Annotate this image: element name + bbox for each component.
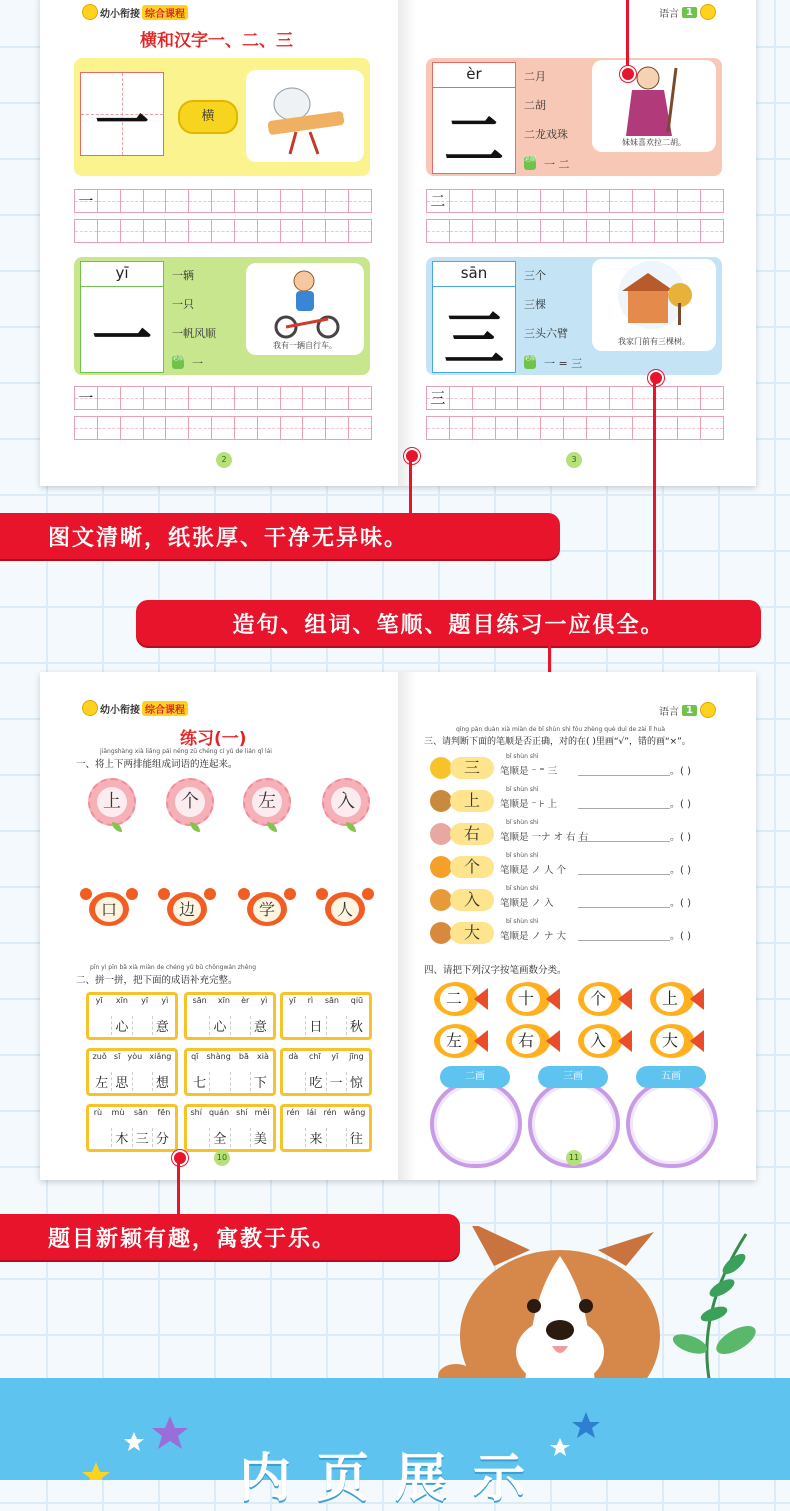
crab-char-card[interactable]: 边 xyxy=(158,888,216,930)
answer-underline xyxy=(578,841,670,842)
callout-line xyxy=(653,382,656,608)
stroke-order-chip: 笔顺 xyxy=(524,156,536,170)
stroke-count-basket[interactable] xyxy=(528,1066,618,1162)
word-list: 二月 二胡 二龙戏珠 xyxy=(524,70,568,141)
idiom-pinyin: shàng xyxy=(206,1052,231,1061)
picture-caption: 妹妹喜欢拉二胡。 xyxy=(622,138,686,147)
callout-line xyxy=(409,458,412,518)
question-pinyin: bǐ shùn shì xyxy=(506,918,539,925)
basket-ring xyxy=(626,1080,718,1168)
question-char: 三 xyxy=(450,757,494,779)
idiom-fill-box[interactable] xyxy=(184,1104,276,1152)
idiom-pinyin: rén xyxy=(323,1108,337,1117)
idiom-char-slot xyxy=(132,1072,152,1091)
animal-icon xyxy=(430,757,452,779)
idiom-char-slot xyxy=(132,1016,152,1035)
idiom-char-slot xyxy=(92,1016,111,1035)
sun-icon xyxy=(82,700,98,716)
house-with-trees-icon xyxy=(592,259,716,339)
brand-logo xyxy=(82,4,188,20)
stroke-sequence: 一 二 xyxy=(544,158,570,171)
idiom-char-slot: 秋 xyxy=(346,1016,366,1035)
idiom-pinyin: zuǒ xyxy=(92,1052,107,1061)
idiom-pinyin: fēn xyxy=(157,1108,171,1117)
stroke-sequence: 一 xyxy=(192,357,203,370)
char-pinyin: èr xyxy=(466,65,482,83)
question-pinyin: qǐng pàn duàn xià miàn de bǐ shùn shì fǒu zhèng què duì de zài lǐ huà xyxy=(456,726,666,733)
brand-tag: 综合课程 xyxy=(142,5,188,20)
fish-char: 十 xyxy=(512,986,540,1012)
char-card-heng xyxy=(74,58,370,176)
fish-char: 二 xyxy=(440,986,468,1012)
idiom-pinyin: lái xyxy=(306,1108,317,1117)
idiom-pinyin: yòu xyxy=(127,1052,143,1061)
brand-logo xyxy=(82,700,188,716)
char-pinyin: yī xyxy=(115,264,129,282)
subject-chip: 语言 1 xyxy=(659,4,716,20)
animal-icon xyxy=(430,790,452,812)
idiom-pinyin: yī xyxy=(141,996,149,1005)
question-pinyin: bǐ shùn shì xyxy=(506,753,539,760)
fish-char: 左 xyxy=(440,1028,468,1054)
idiom-char-slot: 美 xyxy=(250,1128,270,1147)
lesson-title: 横和汉字一、二、三 xyxy=(140,31,293,51)
fish-char-card[interactable] xyxy=(578,982,632,1016)
answer-underline xyxy=(578,775,670,776)
practice-grid-row: 一 xyxy=(74,189,372,213)
idiom-fill-box[interactable] xyxy=(280,1104,372,1152)
idiom-pinyin: rù xyxy=(93,1108,103,1117)
brand-prefix: 幼小衔接 xyxy=(100,704,140,716)
callout-dot xyxy=(620,66,636,82)
animal-icon xyxy=(430,922,452,944)
big-char: 一 xyxy=(92,305,152,375)
question-pinyin: pīn yì pīn bǎ xià miàn de chéng yǔ bǔ chōngwán zhěng xyxy=(90,964,257,971)
sun-icon xyxy=(700,4,716,20)
answer-parentheses[interactable]: 。( ) xyxy=(670,832,691,843)
crab-char-card[interactable]: 学 xyxy=(238,888,296,930)
question-char: 大 xyxy=(450,922,494,944)
idiom-fill-box[interactable] xyxy=(184,992,276,1040)
fish-char-card[interactable] xyxy=(434,982,488,1016)
idiom-fill-box[interactable] xyxy=(86,1104,178,1152)
big-char: 一 xyxy=(95,91,149,155)
answer-underline xyxy=(578,874,670,875)
idiom-char-slot: 想 xyxy=(152,1072,172,1091)
idiom-char-slot xyxy=(190,1128,209,1147)
book2-left-page xyxy=(40,672,399,1180)
question-pinyin: bǐ shùn shì xyxy=(506,819,539,826)
girl-playing-erhu-icon xyxy=(592,60,716,140)
char-box xyxy=(432,62,516,174)
idiom-char-slot: 七 xyxy=(193,1076,207,1091)
stroke-order-text: 笔顺是 ⁻ ⊦ 上 xyxy=(500,799,558,810)
char-box xyxy=(432,261,516,373)
stroke-question-row xyxy=(430,753,720,780)
tooth-character-icon xyxy=(246,70,364,162)
crab-char-card[interactable]: 口 xyxy=(80,888,138,930)
answer-parentheses[interactable]: 。( ) xyxy=(670,799,691,810)
idiom-pinyin: xià xyxy=(257,1052,269,1061)
basket-ring xyxy=(430,1080,522,1168)
question-pinyin: jiāngshàng xià liǎng pái néng zǔ chéng cí yǔ de lián qǐ lái xyxy=(100,748,272,755)
page-number: 3 xyxy=(566,452,582,468)
idiom-fill-box[interactable] xyxy=(184,1048,276,1096)
stroke-count-basket[interactable] xyxy=(430,1066,520,1162)
practice-grid-row xyxy=(74,416,372,440)
question-1: 一、将上下两排能组成词语的连起来。 xyxy=(76,759,238,770)
answer-underline xyxy=(578,907,670,908)
idiom-pinyin: shí xyxy=(190,1108,202,1117)
idiom-fill-box[interactable] xyxy=(86,992,178,1040)
idiom-pinyin: mù xyxy=(111,1108,125,1117)
animal-icon xyxy=(430,889,452,911)
stroke-question-row xyxy=(430,819,720,846)
question-pinyin: bǐ shùn shì xyxy=(506,786,539,793)
crab-char-card[interactable]: 人 xyxy=(316,888,374,930)
animal-icon xyxy=(430,856,452,878)
callout-dot xyxy=(404,448,420,464)
idiom-char-slot xyxy=(326,1016,346,1035)
idiom-char-slot xyxy=(230,1016,250,1035)
idiom-char-slot: 日 xyxy=(305,1016,325,1035)
idiom-fill-box[interactable] xyxy=(280,992,372,1040)
sun-icon xyxy=(700,702,716,718)
idiom-char-slot xyxy=(286,1072,305,1091)
callout-line xyxy=(177,1162,180,1218)
stroke-order-text: 笔顺是 ノ 人 个 xyxy=(500,865,567,876)
idiom-char-slot: 木 xyxy=(111,1128,131,1147)
idiom-pinyin: yī xyxy=(95,996,103,1005)
answer-parentheses[interactable]: 。( ) xyxy=(670,931,691,942)
idiom-pinyin: bā xyxy=(238,1052,249,1061)
idiom-char-slot: 三 xyxy=(132,1128,152,1147)
stroke-order-text: 笔顺是 ノ 入 xyxy=(500,898,554,909)
book1-right-page xyxy=(398,0,756,486)
flower-char-card[interactable]: 左 xyxy=(243,778,291,826)
char-box xyxy=(80,72,164,156)
idiom-char-slot: 思 xyxy=(111,1072,131,1091)
idiom-pinyin: èr xyxy=(241,996,250,1005)
stroke-order-chip: 笔顺 xyxy=(172,355,184,369)
question-3: 三、请判断下面的笔顺是否正确，对的在( )里画“√”，错的画“×”。 xyxy=(424,737,691,747)
practice-grid-row xyxy=(74,219,372,243)
book2-right-page xyxy=(398,672,756,1180)
idiom-pinyin: yì xyxy=(161,996,169,1005)
exercise-title: 练习(一) xyxy=(180,729,247,749)
fish-char-card[interactable] xyxy=(506,1024,560,1058)
idiom-pinyin: rì xyxy=(307,996,314,1005)
idiom-char-slot: 意 xyxy=(250,1016,270,1035)
fish-char: 上 xyxy=(656,986,684,1012)
idiom-char-slot: 全 xyxy=(209,1128,229,1147)
stroke-question-row xyxy=(430,918,720,945)
idiom-char-slot xyxy=(209,1072,229,1091)
idiom-char-slot: 意 xyxy=(152,1016,172,1035)
word-list: 一辆 一只 一帆风顺 xyxy=(172,269,216,340)
stroke-question-row xyxy=(430,852,720,879)
question-pinyin: bǐ shùn shì xyxy=(506,852,539,859)
callout-line xyxy=(626,0,629,70)
practice-grid-row: 二 xyxy=(426,189,724,213)
practice-grid-row xyxy=(426,416,724,440)
basket-label: 三画 xyxy=(538,1066,608,1088)
feature-banner-print-quality: 图文清晰，纸张厚、干净无异味。 xyxy=(0,513,560,559)
big-char: 二 xyxy=(444,106,504,176)
stroke-order-text: 笔顺是 ノ ナ 大 xyxy=(500,931,567,942)
idiom-pinyin: quán xyxy=(208,1108,230,1117)
fish-char: 个 xyxy=(584,986,612,1012)
idiom-char-slot: 惊 xyxy=(346,1072,366,1091)
house-trees-illustration xyxy=(592,259,716,351)
picture-caption: 我有一辆自行车。 xyxy=(273,341,337,350)
sun-icon xyxy=(82,4,98,20)
idiom-pinyin: qiū xyxy=(350,996,364,1005)
feature-banner-fun: 题目新颖有趣，寓教于乐。 xyxy=(0,1214,460,1260)
idiom-pinyin: sān xyxy=(192,996,207,1005)
brand-prefix: 幼小衔接 xyxy=(100,8,140,20)
question-char: 个 xyxy=(450,856,494,878)
stroke-order-chip: 笔顺 xyxy=(524,355,536,369)
answer-parentheses[interactable]: 。( ) xyxy=(670,766,691,777)
idiom-pinyin: wǎng xyxy=(343,1108,366,1117)
flower-char-card[interactable]: 个 xyxy=(166,778,214,826)
idiom-pinyin: sān xyxy=(324,996,339,1005)
book-spread-1 xyxy=(40,0,756,486)
practice-grid-row: 一 xyxy=(74,386,372,410)
idiom-pinyin: jīng xyxy=(349,1052,364,1061)
idiom-char-slot xyxy=(92,1128,111,1147)
idiom-fill-box[interactable] xyxy=(86,1048,178,1096)
fish-char-card[interactable] xyxy=(650,1024,704,1058)
idiom-pinyin: xiǎng xyxy=(149,1052,172,1061)
fish-char: 入 xyxy=(584,1028,612,1054)
idiom-char-slot xyxy=(230,1128,250,1147)
question-pinyin: bǐ shùn shì xyxy=(506,885,539,892)
idiom-char-slot xyxy=(190,1016,209,1035)
idiom-pinyin: shí xyxy=(236,1108,248,1117)
char-card-yi xyxy=(74,257,370,375)
girl-erhu-illustration xyxy=(592,60,716,152)
flower-char-card[interactable]: 上 xyxy=(88,778,136,826)
idiom-char-slot xyxy=(326,1128,346,1147)
idiom-char-slot: 吃 xyxy=(305,1072,325,1091)
question-char: 入 xyxy=(450,889,494,911)
callout-dot xyxy=(648,370,664,386)
answer-parentheses[interactable]: 。( ) xyxy=(670,898,691,909)
idiom-pinyin: dà xyxy=(288,1052,299,1061)
idiom-pinyin: qī xyxy=(191,1052,199,1061)
fish-char: 右 xyxy=(512,1028,540,1054)
char-card-er xyxy=(426,58,722,176)
tooth-illustration xyxy=(246,70,364,162)
animal-icon xyxy=(430,823,452,845)
fish-char-card[interactable] xyxy=(506,982,560,1016)
char-card-san xyxy=(426,257,722,375)
idiom-fill-box[interactable] xyxy=(280,1048,372,1096)
practice-grid-row: 三 xyxy=(426,386,724,410)
idiom-char-slot: 左 xyxy=(95,1076,109,1091)
callout-dot xyxy=(172,1150,188,1166)
big-char: 三 xyxy=(444,305,504,375)
idiom-pinyin: yī xyxy=(288,996,296,1005)
char-pinyin: sān xyxy=(460,264,488,282)
fish-char-card[interactable] xyxy=(650,982,704,1016)
practice-grid-row xyxy=(426,219,724,243)
feature-banner-content: 造句、组词、笔顺、题目练习一应俱全。 xyxy=(136,600,761,646)
answer-parentheses[interactable]: 。( ) xyxy=(670,865,691,876)
stroke-count-basket[interactable] xyxy=(626,1066,716,1162)
idiom-pinyin: sī xyxy=(113,1052,121,1061)
stroke-label-badge: 横 xyxy=(178,100,238,134)
book-spread-2 xyxy=(40,672,756,1180)
question-4: 四、请把下列汉字按笔画数分类。 xyxy=(424,965,567,976)
footer-heading: 内页展示 xyxy=(238,1449,551,1509)
stroke-sequence: 一 = 三 xyxy=(544,357,583,370)
flower-char-card[interactable]: 入 xyxy=(322,778,370,826)
stroke-order-text: 笔顺是 一ナ オ 右 右 xyxy=(500,832,589,843)
corgi-dog-icon xyxy=(430,1226,680,1396)
book1-left-page xyxy=(40,0,399,486)
plant-leaves-icon xyxy=(650,1224,760,1384)
stroke-question-row xyxy=(430,885,720,912)
page-number: 11 xyxy=(566,1150,582,1166)
question-char: 上 xyxy=(450,790,494,812)
fish-char-card[interactable] xyxy=(434,1024,488,1058)
word-list: 三个 三棵 三头六臂 xyxy=(524,269,568,340)
answer-underline xyxy=(578,940,670,941)
page-number: 2 xyxy=(216,452,232,468)
idiom-char-slot: 一 xyxy=(326,1072,346,1091)
idiom-pinyin: chī xyxy=(309,1052,321,1061)
subject-chip: 语言 1 xyxy=(659,702,716,718)
footer-band xyxy=(0,1378,790,1509)
boy-bicycle-icon xyxy=(246,263,364,343)
bike-illustration xyxy=(246,263,364,355)
fish-char-card[interactable] xyxy=(578,1024,632,1058)
idiom-pinyin: rén xyxy=(286,1108,300,1117)
idiom-pinyin: xīn xyxy=(217,996,230,1005)
basket-label: 五画 xyxy=(636,1066,706,1088)
idiom-pinyin: sān xyxy=(133,1108,148,1117)
answer-underline xyxy=(578,808,670,809)
idiom-pinyin: xīn xyxy=(115,996,128,1005)
idiom-pinyin: yī xyxy=(331,1052,339,1061)
question-char: 右 xyxy=(450,823,494,845)
idiom-pinyin: yì xyxy=(260,996,268,1005)
idiom-char-slot: 往 xyxy=(346,1128,366,1147)
idiom-char-slot: 心 xyxy=(209,1016,229,1035)
idiom-char-slot: 分 xyxy=(152,1128,172,1147)
question-2: 二、拼一拼，把下面的成语补充完整。 xyxy=(76,975,238,986)
page-number: 10 xyxy=(214,1150,230,1166)
basket-label: 二画 xyxy=(440,1066,510,1088)
idiom-char-slot xyxy=(286,1128,305,1147)
idiom-char-slot: 心 xyxy=(111,1016,131,1035)
fish-char: 大 xyxy=(656,1028,684,1054)
idiom-char-slot xyxy=(230,1072,250,1091)
idiom-char-slot: 下 xyxy=(250,1072,270,1091)
stroke-order-text: 笔顺是 ⁻ ⁼ 三 xyxy=(500,766,558,777)
idiom-pinyin: měi xyxy=(254,1108,270,1117)
char-box xyxy=(80,261,164,373)
stroke-question-row xyxy=(430,786,720,813)
picture-caption: 我家门前有三棵树。 xyxy=(618,337,690,346)
brand-tag: 综合课程 xyxy=(142,701,188,716)
idiom-char-slot: 来 xyxy=(305,1128,325,1147)
idiom-char-slot xyxy=(286,1016,305,1035)
